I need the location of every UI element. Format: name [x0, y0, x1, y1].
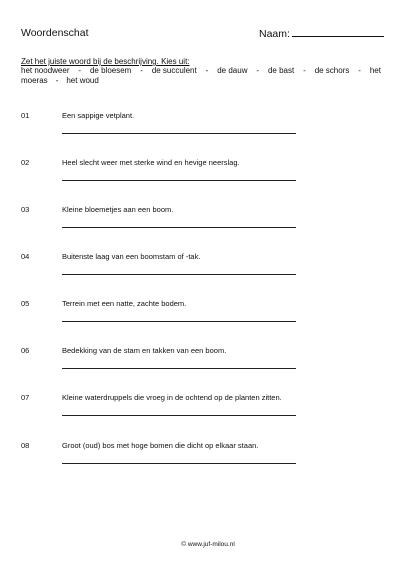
question-text: Groot (oud) bos met hoge bomen die dicht op elkaar staan. [62, 441, 259, 450]
word-bank-item: de schors [314, 66, 350, 75]
answer-line[interactable] [62, 274, 296, 275]
question-item [21, 393, 311, 423]
question-text: Terrein met een natte, zachte bodem. [62, 299, 187, 308]
name-label: Naam: [259, 28, 290, 40]
answer-line[interactable] [62, 321, 296, 322]
question-text: Een sappige vetplant. [62, 111, 135, 120]
word-bank [21, 66, 381, 86]
word-bank-line-2 [21, 76, 381, 86]
question-number: 07 [21, 393, 30, 402]
footer-copyright: © www.juf-milou.nl [181, 541, 235, 548]
question-text: Bedekking van de stam en takken van een boom. [62, 346, 227, 355]
name-field-group [259, 27, 384, 40]
answer-line[interactable] [62, 180, 296, 181]
question-text: Kleine bloemetjes aan een boom. [62, 205, 174, 214]
question-number: 03 [21, 205, 30, 214]
question-number: 08 [21, 441, 30, 450]
instruction-text: Zet het juiste woord bij de beschrijving. Kies uit: [21, 57, 190, 66]
word-bank-separator: - [140, 66, 143, 75]
word-bank-separator: - [78, 66, 82, 75]
word-bank-item: de bast [267, 66, 295, 75]
question-number: 01 [21, 111, 30, 120]
page-title: Woordenschat [21, 27, 89, 39]
answer-line[interactable] [62, 415, 296, 416]
question-text: Kleine waterdruppels die vroeg in de ochtend op de planten zitten. [62, 393, 282, 402]
word-bank-item: het noodweer [21, 66, 70, 75]
question-number: 06 [21, 346, 30, 355]
word-bank-separator: - [303, 66, 306, 75]
question-item [21, 158, 311, 188]
answer-line[interactable] [62, 133, 296, 134]
name-answer-line[interactable] [292, 27, 384, 37]
question-number: 02 [21, 158, 30, 167]
question-item [21, 299, 311, 329]
answer-line[interactable] [62, 368, 296, 369]
word-bank-item: het woud [66, 76, 99, 85]
word-bank-separator: - [205, 66, 209, 75]
question-item [21, 252, 311, 282]
word-bank-line-1 [21, 66, 381, 76]
question-item [21, 441, 311, 471]
word-bank-separator: - [55, 76, 59, 85]
question-text: Buitenste laag van een boomstam of -tak. [62, 252, 201, 261]
question-number: 04 [21, 252, 30, 261]
answer-line[interactable] [62, 227, 296, 228]
word-bank-separator: - [256, 66, 260, 75]
word-bank-separator: - [358, 66, 361, 75]
word-bank-item: het [369, 66, 381, 75]
question-text: Heel slecht weer met sterke wind en hevige neerslag. [62, 158, 240, 167]
question-item [21, 346, 311, 376]
question-number: 05 [21, 299, 30, 308]
answer-line[interactable] [62, 463, 296, 464]
question-item [21, 111, 311, 141]
word-bank-item: de succulent [151, 66, 197, 75]
question-item [21, 205, 311, 235]
word-bank-item: de bloesem [89, 66, 132, 75]
word-bank-item: moeras [21, 76, 48, 85]
word-bank-item: de dauw [217, 66, 248, 75]
